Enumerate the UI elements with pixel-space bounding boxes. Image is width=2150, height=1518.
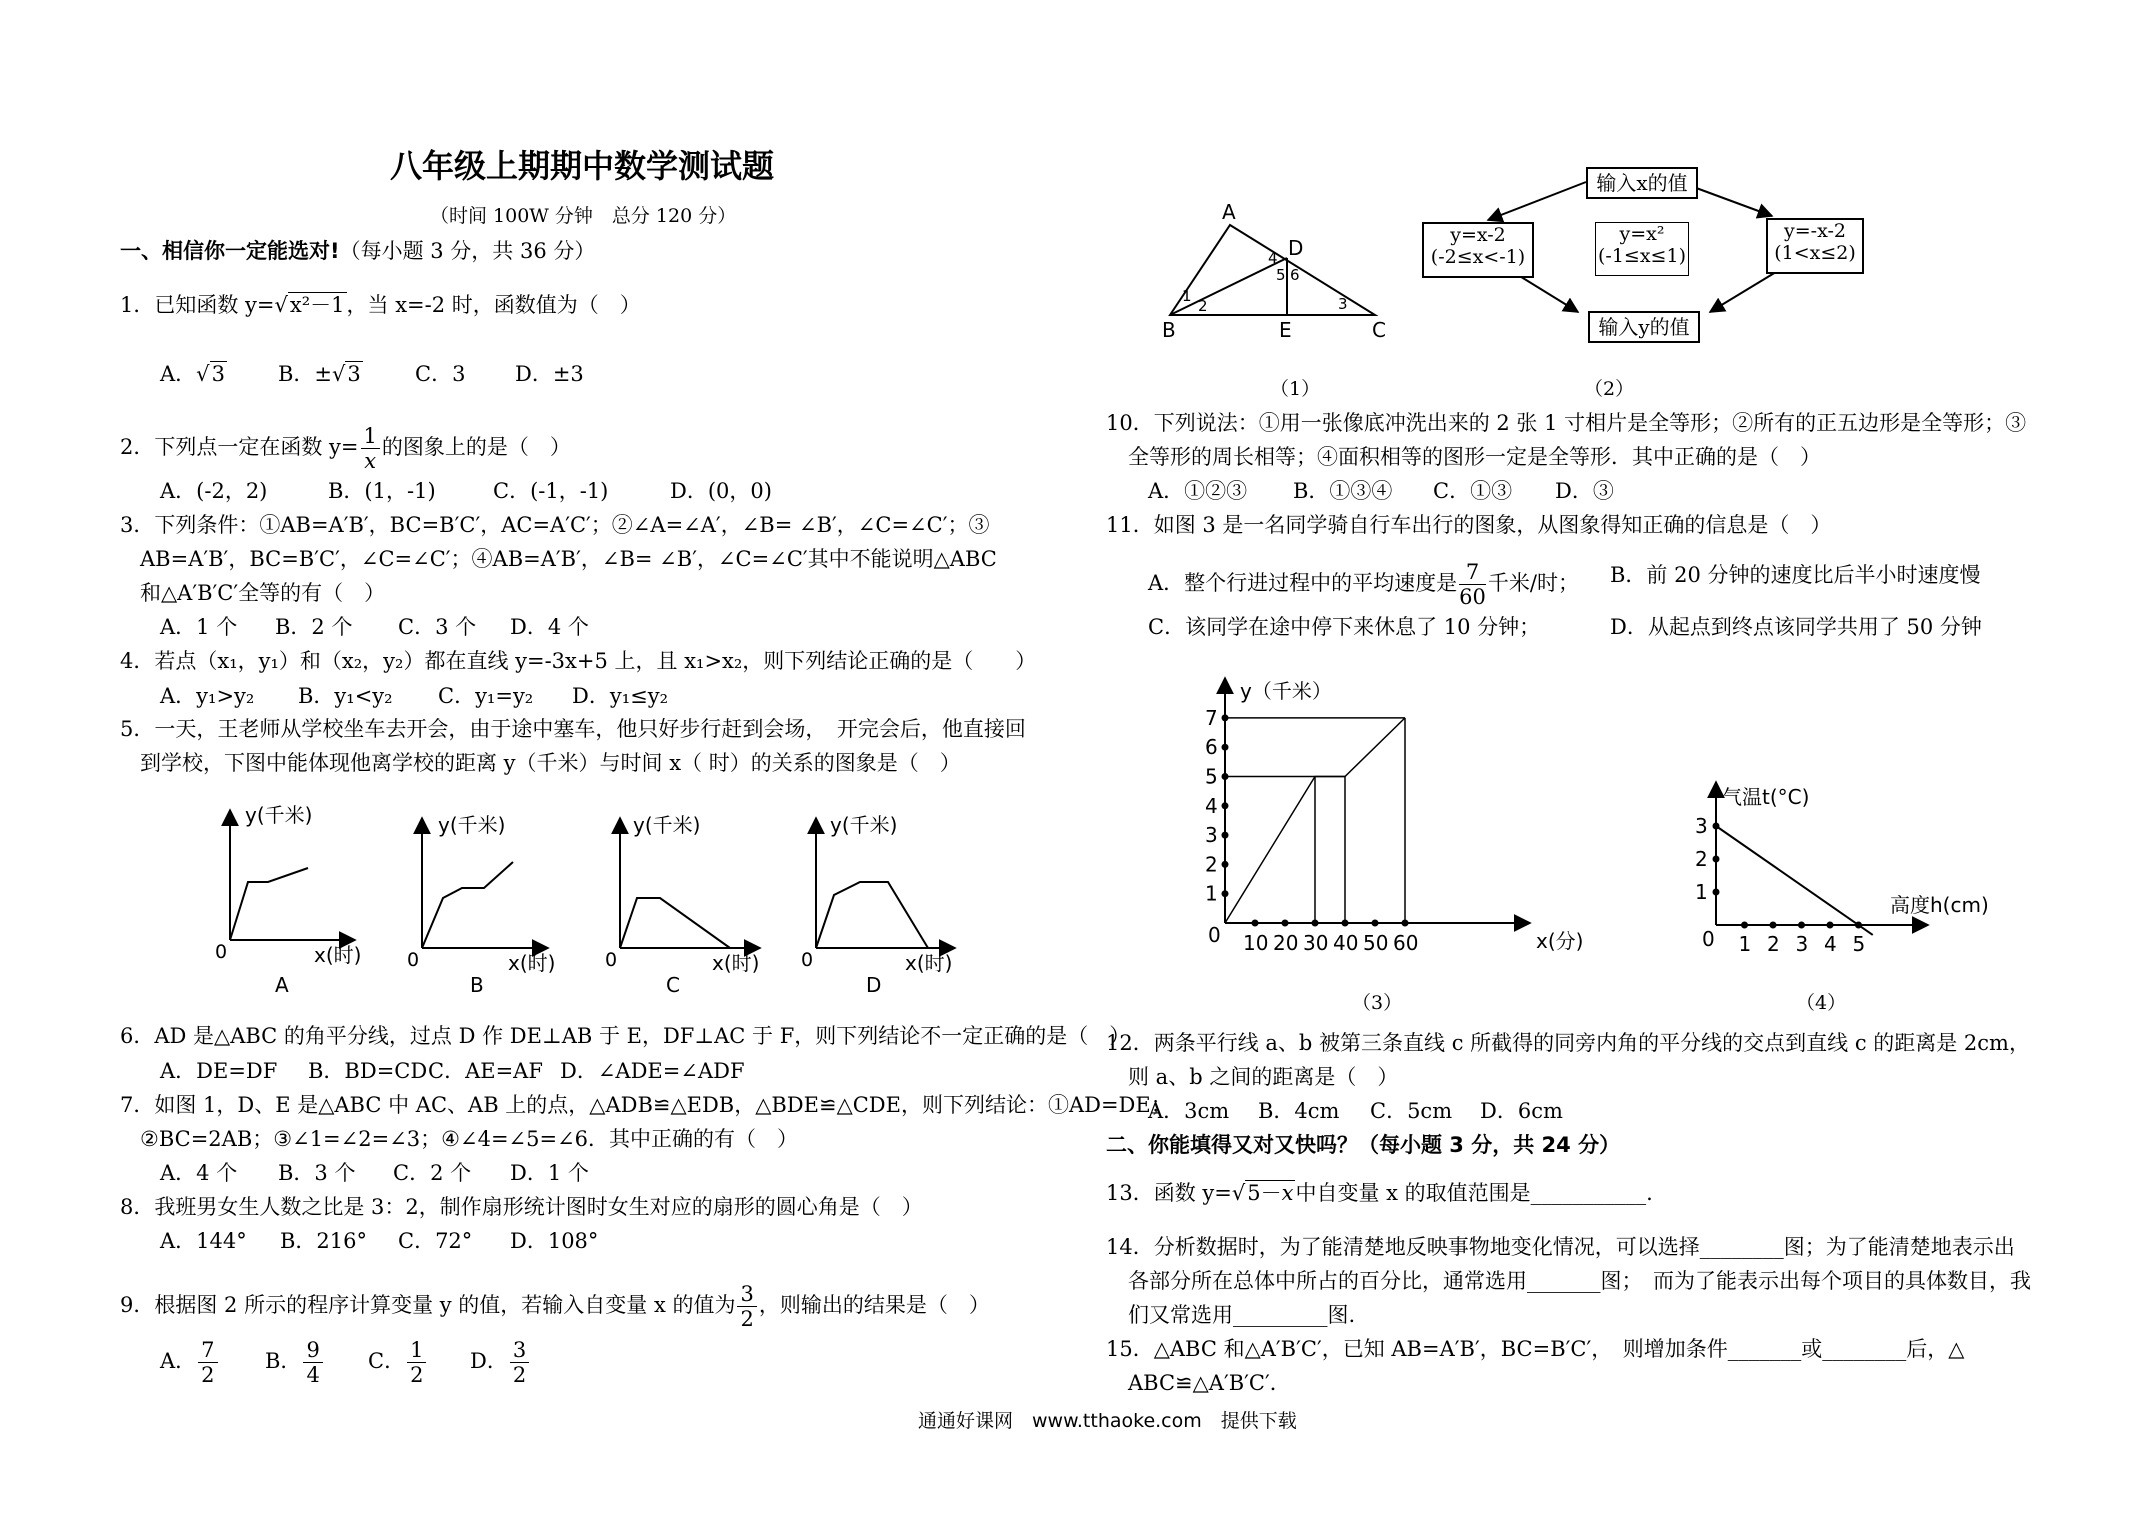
q3-option-d: D．4 个 bbox=[510, 615, 589, 639]
fig4-ytick-label: 2 bbox=[1695, 847, 1708, 871]
fig3-xtick-label: 50 bbox=[1363, 931, 1389, 955]
fig1-label-e: E bbox=[1279, 318, 1292, 342]
q11-line-1: 11．如图 3 是一名同学骑自行车出行的图象，从图象得知正确的信息是（ ） bbox=[1106, 513, 1832, 537]
q9-text-a: 9．根据图 2 所示的程序计算变量 y 的值，若输入自变量 x 的值为 bbox=[120, 1293, 736, 1317]
q5-a-origin: 0 bbox=[215, 941, 228, 963]
footer: 通通好课网 www.tthaoke.com 提供下载 bbox=[918, 1410, 1297, 1432]
fig3-ytick-dot bbox=[1222, 861, 1229, 868]
fig3-ytick-dot bbox=[1222, 832, 1229, 839]
q1-option-d: D．±3 bbox=[515, 362, 584, 386]
fig3-ytick-label: 7 bbox=[1205, 705, 1218, 730]
fig1-angle-3: 3 bbox=[1338, 295, 1348, 313]
q5-c-ylabel: y(千米) bbox=[633, 813, 701, 837]
fig3-xtick-label: 30 bbox=[1303, 931, 1329, 955]
fig3-ytick-label: 3 bbox=[1205, 823, 1218, 848]
q7-option-a: A．4 个 bbox=[160, 1161, 238, 1185]
fig4-ytick-dot bbox=[1713, 856, 1720, 863]
q7-option-c: C．2 个 bbox=[393, 1161, 472, 1185]
q3-option-c: C．3 个 bbox=[398, 615, 477, 639]
q9-text-b: ，则输出的结果是（ ） bbox=[758, 1293, 990, 1317]
fig4-xtick-dot bbox=[1741, 922, 1748, 929]
q1-radical: √x²－1 bbox=[274, 293, 345, 317]
fig3-ytick-label: 6 bbox=[1205, 735, 1218, 760]
q5-d-xlabel: x(时) bbox=[905, 951, 953, 975]
q11-option-c: C．该同学在途中停下来休息了 10 分钟； bbox=[1148, 615, 1541, 639]
q2-fraction: $\frac{1}{x}$ bbox=[361, 424, 380, 473]
fig4-ytick-dot bbox=[1713, 889, 1720, 896]
fig1-label-b: B bbox=[1162, 318, 1176, 342]
q10-option-a: A．①②③ bbox=[1148, 479, 1248, 503]
q9-option-c: C． $\frac{1}{2}$ bbox=[368, 1338, 428, 1387]
q2-option-b: B．(1，-1) bbox=[328, 479, 436, 503]
fig3-xtick-label: 60 bbox=[1393, 931, 1419, 955]
q10-line-1: 10．下列说法：①用一张像底冲洗出来的 2 张 1 寸相片是全等形；②所有的正五边形是全等形；③ bbox=[1106, 411, 2027, 435]
question-13: 13．函数 y=√5－x中自变量 x 的取值范围是___________. bbox=[1106, 1181, 1653, 1205]
q14-line-1: 14．分析数据时，为了能清楚地反映事物地变化情况，可以选择________图；为了能清楚地表示出 bbox=[1106, 1235, 2015, 1259]
q15-line-2: ABC≌△A′B′C′． bbox=[1128, 1371, 1291, 1395]
fig4-xtick-label: 3 bbox=[1795, 932, 1809, 956]
q6-option-c: C．AE=AF bbox=[428, 1059, 543, 1083]
fig4-ytick-label: 1 bbox=[1695, 880, 1708, 904]
fig4-ytick-label: 3 bbox=[1695, 814, 1708, 838]
q5-d-origin: 0 bbox=[801, 949, 814, 971]
q11-option-d: D．从起点到终点该同学共用了 50 分钟 bbox=[1610, 615, 1982, 639]
figure-4-graph bbox=[1695, 782, 1989, 956]
flow-input-box: 输入x的值 bbox=[1586, 167, 1698, 199]
flow-right-box: y=-x-2 (1<x≤2) bbox=[1766, 218, 1864, 274]
fig3-ytick-dot bbox=[1222, 744, 1229, 751]
question-9 bbox=[120, 1282, 990, 1331]
q14-line-2: 各部分所在总体中所占的百分比，通常选用_______图； 而为了能表示出每个项目的具体数目，我 bbox=[1128, 1269, 2031, 1293]
page-subtitle: （时间 100W 分钟 总分 120 分） bbox=[430, 205, 737, 227]
q7-line-2: ②BC=2AB；③∠1=∠2=∠3；④∠4=∠5=∠6．其中正确的有（ ） bbox=[140, 1127, 799, 1151]
q2-text-b: 的图象上的是（ ） bbox=[381, 435, 571, 459]
fig1-angle-4: 4 bbox=[1268, 249, 1278, 267]
fig3-ytick-dot bbox=[1222, 802, 1229, 809]
fig3-xlabel: x(分) bbox=[1536, 929, 1584, 953]
fig1-angle-2: 2 bbox=[1198, 297, 1208, 315]
q3-line-1: 3．下列条件：①AB=A′B′，BC=B′C′，AC=A′C′；②∠A=∠A′，∠B= ∠B′，∠C=∠C′；③ bbox=[120, 513, 990, 537]
q6-line-1: 6．AD 是△ABC 的角平分线，过点 D 作 DE⊥AB 于 E，DF⊥AC 于 F，则下列结论不一定正确的是（ ） bbox=[120, 1024, 1131, 1048]
figure-1-triangle bbox=[1150, 195, 1400, 385]
q5-graph-c bbox=[605, 813, 760, 997]
q10-line-2: 全等形的周长相等；④面积相等的图形一定是全等形．其中正确的是（ ） bbox=[1128, 445, 1821, 469]
fig3-xtick-dot bbox=[1282, 920, 1289, 927]
q1-option-a: A．√3 bbox=[160, 362, 225, 386]
fig4-xtick-label: 5 bbox=[1852, 932, 1866, 956]
q5-line-2: 到学校，下图中能体现他离学校的距离 y（千米）与时间 x（ 时）的关系的图象是（ ） bbox=[140, 751, 961, 775]
q11-fraction: $\frac{7}{60}$ bbox=[1459, 560, 1486, 609]
fig4-xtick-dot bbox=[1770, 922, 1777, 929]
q2-option-c: C．(-1，-1) bbox=[493, 479, 609, 503]
fig4-line bbox=[1716, 826, 1873, 935]
section-2-heading: 二、你能填得又对又快吗？（每小题 3 分，共 24 分） bbox=[1106, 1133, 1621, 1157]
q8-option-d: D．108° bbox=[510, 1229, 599, 1253]
q9-fraction: $\frac{3}{2}$ bbox=[737, 1282, 756, 1331]
fig4-xtick-dot bbox=[1827, 922, 1834, 929]
q7-option-d: D．1 个 bbox=[510, 1161, 589, 1185]
fig4-xtick-dot bbox=[1798, 922, 1805, 929]
q1-text-b: ，当 x=-2 时，函数值为（ ） bbox=[346, 293, 641, 317]
q5-graph-b bbox=[407, 813, 555, 997]
q12-line-2: 则 a、b 之间的距离是（ ） bbox=[1128, 1065, 1399, 1089]
figure-4-caption: （4） bbox=[1796, 992, 1847, 1014]
q10-option-b: B．①③④ bbox=[1293, 479, 1393, 503]
fig3-xtick-label: 40 bbox=[1333, 931, 1359, 955]
q4-option-c: C．y₁=y₂ bbox=[438, 684, 534, 708]
q2-option-a: A．(-2，2) bbox=[160, 479, 268, 503]
figure-2-caption: （2） bbox=[1584, 378, 1635, 400]
q12-option-c: C．5cm bbox=[1370, 1099, 1453, 1123]
q5-d-letter: D bbox=[866, 973, 882, 997]
q6-option-b: B．BD=CD bbox=[308, 1059, 428, 1083]
q1-option-b: B．±√3 bbox=[278, 362, 361, 386]
fig4-xtick-label: 2 bbox=[1767, 932, 1780, 956]
q4-line-1: 4．若点（x₁，y₁）和（x₂，y₂）都在直线 y=-3x+5 上，且 x₁>x₂，则下列结论正确的是（ ） bbox=[120, 649, 1037, 673]
figure-3-graph bbox=[1205, 678, 1583, 955]
q5-a-letter: A bbox=[275, 973, 289, 997]
fig1-angle-5: 5 bbox=[1276, 266, 1286, 284]
fig3-xtick-label: 10 bbox=[1243, 931, 1269, 955]
fig4-xtick-label: 4 bbox=[1824, 932, 1837, 956]
fig1-label-d: D bbox=[1288, 236, 1304, 260]
q15-line-1: 15．△ABC 和△A′B′C′，已知 AB=A′B′，BC=B′C′， 则增加条件_______或________后，△ bbox=[1106, 1337, 1965, 1361]
q1-text-a: 1．已知函数 y= bbox=[120, 293, 275, 317]
q2-option-d: D．(0，0) bbox=[670, 479, 772, 503]
q5-graph-d bbox=[801, 813, 955, 997]
q5-a-ylabel: y(千米) bbox=[245, 803, 313, 827]
q13-radical: √5－x bbox=[1231, 1181, 1294, 1205]
q5-b-origin: 0 bbox=[407, 949, 420, 971]
fig3-ytick-label: 2 bbox=[1205, 852, 1218, 877]
fig3-ytick-label: 4 bbox=[1205, 793, 1218, 818]
fig1-angle-1: 1 bbox=[1182, 287, 1192, 305]
q5-b-ylabel: y(千米) bbox=[438, 813, 506, 837]
q12-option-d: D．6cm bbox=[1480, 1099, 1563, 1123]
flow-output-box: 输入y的值 bbox=[1588, 311, 1700, 343]
fig3-ytick-dot bbox=[1222, 890, 1229, 897]
q12-option-b: B．4cm bbox=[1258, 1099, 1340, 1123]
fig4-xtick-label: 1 bbox=[1738, 932, 1752, 956]
q3-option-a: A．1 个 bbox=[160, 615, 238, 639]
q14-line-3: 们又常选用_________图. bbox=[1128, 1303, 1356, 1327]
q12-line-1: 12．两条平行线 a、b 被第三条直线 c 所截得的同旁内角的平分线的交点到直线 c 的距离是 2cm， bbox=[1106, 1031, 2030, 1055]
figures-3-4-graphs bbox=[1150, 670, 1989, 970]
q12-option-a: A．3cm bbox=[1148, 1099, 1230, 1123]
q3-line-2: AB=A′B′，BC=B′C′，∠C=∠C′；④AB=A′B′，∠B= ∠B′，∠C=∠C′其中不能说明△ABC bbox=[140, 547, 997, 571]
figure-3-caption: （3） bbox=[1352, 992, 1403, 1014]
q8-option-b: B．216° bbox=[280, 1229, 368, 1253]
fig3-ytick-label: 5 bbox=[1205, 764, 1218, 789]
q8-line-1: 8．我班男女生人数之比是 3：2，制作扇形统计图时女生对应的扇形的圆心角是（ ） bbox=[120, 1195, 923, 1219]
flow-mid-box: y=x² (-1≤x≤1) bbox=[1595, 222, 1689, 276]
q4-option-d: D．y₁≤y₂ bbox=[572, 684, 668, 708]
section-1-title: 一、相信你一定能选对! bbox=[120, 239, 340, 263]
q5-graph-a bbox=[215, 803, 361, 997]
q8-option-c: C．72° bbox=[398, 1229, 473, 1253]
figure-1-caption: （1） bbox=[1270, 378, 1321, 400]
q4-option-a: A．y₁>y₂ bbox=[160, 684, 255, 708]
q7-option-b: B．3 个 bbox=[278, 1161, 356, 1185]
fig3-xtick-dot bbox=[1372, 920, 1379, 927]
q6-option-a: A．DE=DF bbox=[160, 1059, 278, 1083]
fig3-origin: 0 bbox=[1208, 923, 1221, 947]
q9-option-b: B． $\frac{9}{4}$ bbox=[265, 1338, 325, 1387]
q3-line-3: 和△A′B′C′全等的有（ ） bbox=[140, 581, 386, 605]
fig3-xtick-label: 20 bbox=[1273, 931, 1299, 955]
q5-b-xlabel: x(时) bbox=[508, 951, 556, 975]
q9-option-a: A． $\frac{7}{2}$ bbox=[160, 1338, 220, 1387]
fig3-ylabel: y（千米） bbox=[1240, 679, 1332, 703]
fig4-origin: 0 bbox=[1702, 927, 1715, 951]
q6-option-d: D．∠ADE=∠ADF bbox=[560, 1059, 745, 1083]
q4-option-b: B．y₁<y₂ bbox=[298, 684, 393, 708]
q11-option-b: B．前 20 分钟的速度比后半小时速度慢 bbox=[1610, 563, 1981, 587]
section-1-note: （每小题 3 分，共 36 分） bbox=[339, 239, 596, 263]
fig4-ylabel: 气温t(°C) bbox=[1722, 785, 1810, 809]
q5-c-letter: C bbox=[666, 973, 680, 997]
q3-option-b: B．2 个 bbox=[275, 615, 353, 639]
fig1-label-c: C bbox=[1372, 318, 1386, 342]
flow-left-box: y=x-2 (-2≤x<-1) bbox=[1422, 222, 1534, 278]
fig4-xlabel: 高度h(cm) bbox=[1890, 893, 1989, 917]
fig1-angle-6: 6 bbox=[1290, 266, 1300, 284]
q5-d-ylabel: y(千米) bbox=[830, 813, 898, 837]
q11-option-a: A．整个行进过程中的平均速度是 $\frac{7}{60}$ 千米/时； bbox=[1148, 560, 1579, 609]
q5-b-letter: B bbox=[470, 973, 484, 997]
fig3-xtick-dot bbox=[1252, 920, 1259, 927]
q10-option-d: D．③ bbox=[1555, 479, 1614, 503]
page-title: 八年级上期期中数学测试题 bbox=[390, 147, 775, 185]
q1-option-c: C．3 bbox=[415, 362, 466, 386]
fig3-ytick-label: 1 bbox=[1205, 881, 1218, 906]
fig1-label-a: A bbox=[1222, 200, 1236, 224]
q5-c-xlabel: x(时) bbox=[712, 951, 760, 975]
q7-line-1: 7．如图 1，D、E 是△ABC 中 AC、AB 上的点，△ADB≌△EDB，△BDE≌△CDE，则下列结论：①AD=DE； bbox=[120, 1093, 1172, 1117]
q10-option-c: C．①③ bbox=[1433, 479, 1513, 503]
q5-a-xlabel: x(时) bbox=[314, 943, 362, 967]
q5-line-1: 5．一天，王老师从学校坐车去开会，由于途中塞车，他只好步行赶到会场， 开完会后，他直接回 bbox=[120, 717, 1026, 741]
q9-option-d: D． $\frac{3}{2}$ bbox=[470, 1338, 531, 1387]
q8-option-a: A．144° bbox=[160, 1229, 247, 1253]
q2-text-a: 2．下列点一定在函数 y= bbox=[120, 435, 359, 459]
q5-c-origin: 0 bbox=[605, 949, 618, 971]
